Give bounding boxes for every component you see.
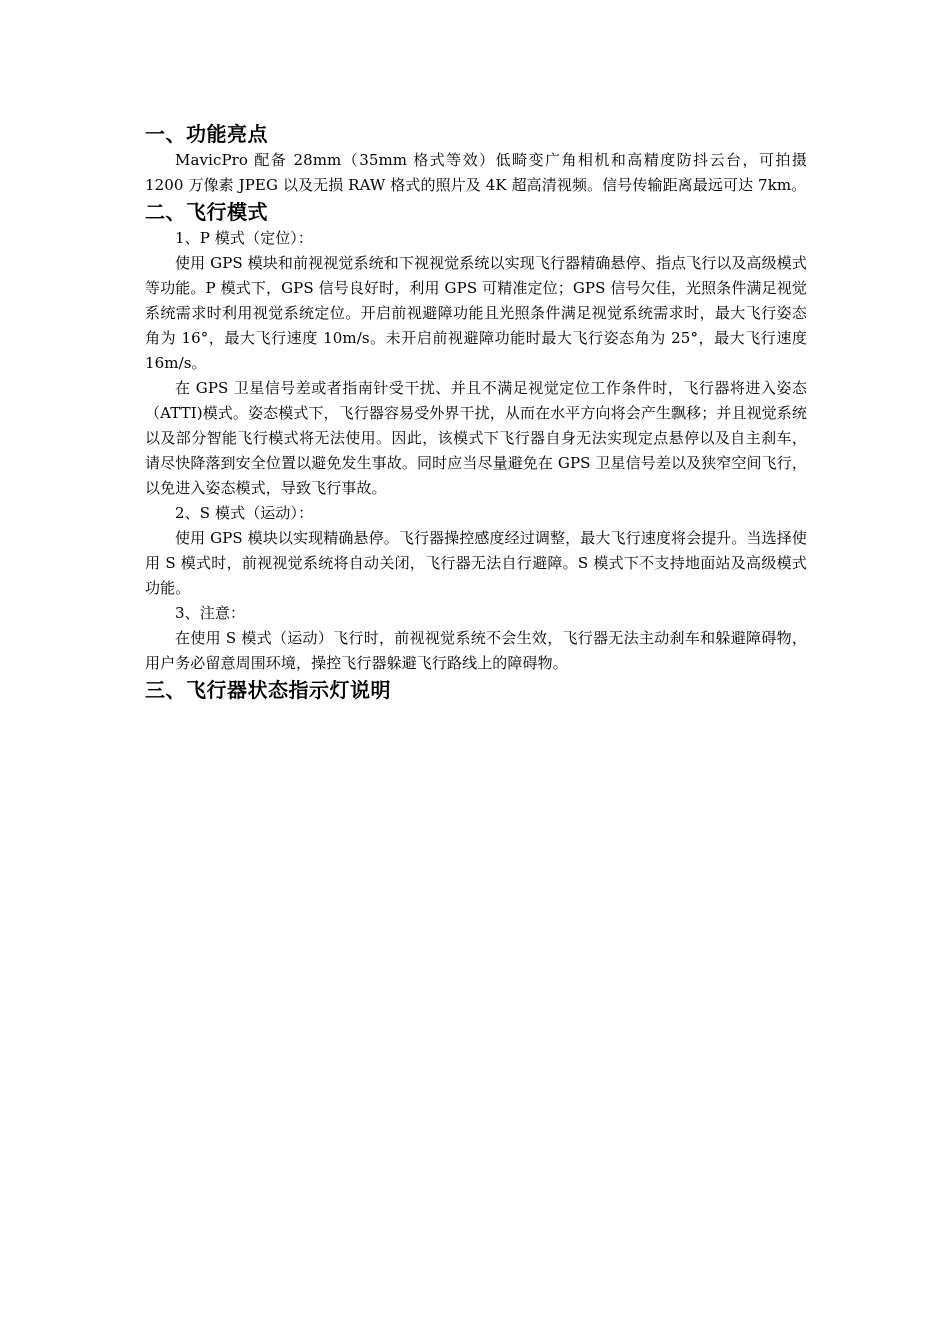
subheading-notice: 3、注意： bbox=[175, 604, 246, 622]
paragraph-features-intro: MavicPro 配备 28mm（35mm 格式等效）低畸变广角相机和高精度防抖云台，可拍摄 1200 万像素 JPEG 以及无损 RAW 格式的照片及 4K 超高清视频。信号传输距离最远可达 7km。 bbox=[145, 151, 807, 194]
paragraph-atti-mode: 在 GPS 卫星信号差或者指南针受干扰、并且不满足视觉定位工作条件时，飞行器将进入姿态（ATTI)模式。姿态模式下，飞行器容易受外界干扰，从而在水平方向将会产生飘移；并且视觉系统以及部分智能飞行模式将无法使用。因此，该模式下飞行器自身无法实现定点悬停以及自主刹车，请尽快降落到安全位置以避免发生事故。同时应当尽量避免在 GPS 卫星信号差以及狭窄空间飞行，以免进入姿态模式，导致飞行事故。 bbox=[145, 379, 807, 497]
paragraph-s-mode-description: 使用 GPS 模块以实现精确悬停。飞行器操控感度经过调整，最大飞行速度将会提升。当选择使用 S 模式时，前视视觉系统将自动关闭，飞行器无法自行避障。S 模式下不支持地面站及高级模式功能。 bbox=[145, 529, 807, 597]
section-heading-status-lights: 三、飞行器状态指示灯说明 bbox=[145, 678, 391, 702]
paragraph-p-mode-description: 使用 GPS 模块和前视视觉系统和下视视觉系统以实现飞行器精确悬停、指点飞行以及高级模式等功能。P 模式下，GPS 信号良好时，利用 GPS 可精准定位；GPS 信号欠佳，光照条件满足视觉系统需求时利用视觉系统定位。开启前视避障功能且光照条件满足视觉系统需求时，最大飞行姿态角为 16°，最大飞行速度 10m/s。未开启前视避障功能时最大飞行姿态角为 25°，最大飞行速度 16m/s。 bbox=[145, 254, 807, 372]
paragraph-notice: 在使用 S 模式（运动）飞行时，前视视觉系统不会生效，飞行器无法主动刹车和躲避障碍物，用户务必留意周围环境，操控飞行器躲避飞行路线上的障碍物。 bbox=[145, 629, 807, 672]
subheading-p-mode: 1、P 模式（定位）： bbox=[175, 229, 314, 247]
subheading-s-mode: 2、S 模式（运动）： bbox=[175, 504, 314, 522]
section-heading-flight-modes: 二、飞行模式 bbox=[145, 200, 268, 224]
document-page bbox=[145, 120, 807, 704]
section-heading-features: 一、功能亮点 bbox=[145, 122, 268, 146]
